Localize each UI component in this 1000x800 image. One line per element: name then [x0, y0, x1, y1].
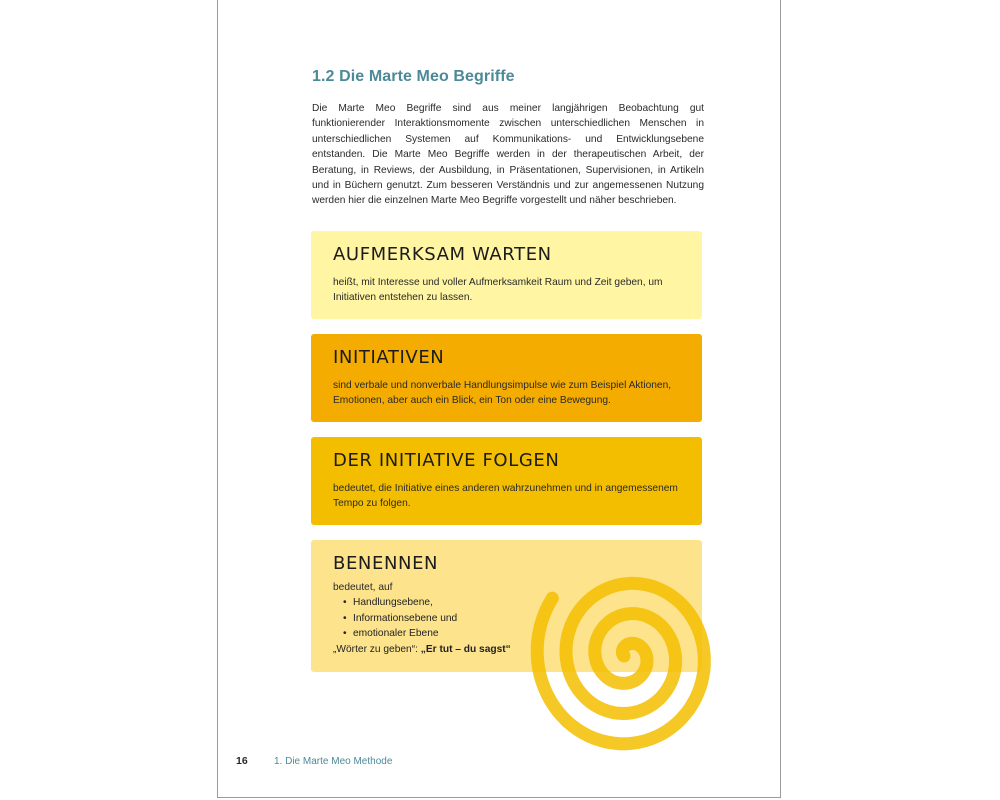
list-item: • Handlungsebene, — [343, 595, 680, 610]
term-title: AUFMERKSAM WARTEN — [333, 244, 552, 265]
term-definition: bedeutet, auf — [333, 582, 393, 593]
term-title: DER INITIATIVE FOLGEN — [333, 450, 560, 471]
closing-plain: „Wörter zu geben“: — [333, 643, 421, 655]
section-heading: 1.2 Die Marte Meo Begriffe — [312, 68, 515, 85]
list-item: • emotionaler Ebene — [343, 626, 680, 641]
term-box-aufmerksam-warten — [311, 231, 702, 319]
intro-paragraph: Die Marte Meo Begriffe sind aus meiner langjährigen Beobachtung gut funktionierender Interaktionsmomente zwischen unterschiedlichen Menschen in unterschiedlichen Systemen auf Kommunikations- und Entwicklungsebene entstanden. Die Marte Meo Begriffe werden in der therapeutischen Arbeit, der Beratung, in Reviews, der Ausbildung, in Präsentationen, Supervisionen, in Artikeln und in Büchern genutzt. Zum besseren Verständnis und zur angemessenen Nutzung werden hier die einzelnen Marte Meo Begriffe vorgestellt und näher beschrieben. — [312, 103, 704, 207]
term-definition: bedeutet, die Initiative eines anderen wahrzunehmen und in angemessenem Tempo zu folgen. — [333, 483, 678, 510]
closing-bold: „Er tut – du sagst“ — [420, 643, 511, 655]
term-definition: sind verbale und nonverbale Handlungsimpulse wie zum Beispiel Aktionen, Emotionen, aber auch ein Blick, ein Ton oder eine Bewegung. — [333, 380, 672, 407]
closing-line — [333, 642, 680, 657]
term-definition: heißt, mit Interesse und voller Aufmerksamkeit Raum und Zeit geben, um Initiativen entstehen zu lassen. — [333, 277, 663, 304]
term-title: BENENNEN — [333, 553, 439, 574]
page-number: 16 — [236, 755, 248, 767]
term-box-initiativen — [311, 334, 702, 422]
bullet-list — [333, 595, 680, 641]
term-title: INITIATIVEN — [333, 347, 445, 368]
list-item: • Informationsebene und — [343, 611, 680, 626]
chapter-label: 1. Die Marte Meo Methode — [274, 756, 393, 767]
term-box-der-initiative-folgen — [311, 437, 702, 525]
term-box-benennen — [311, 540, 702, 672]
